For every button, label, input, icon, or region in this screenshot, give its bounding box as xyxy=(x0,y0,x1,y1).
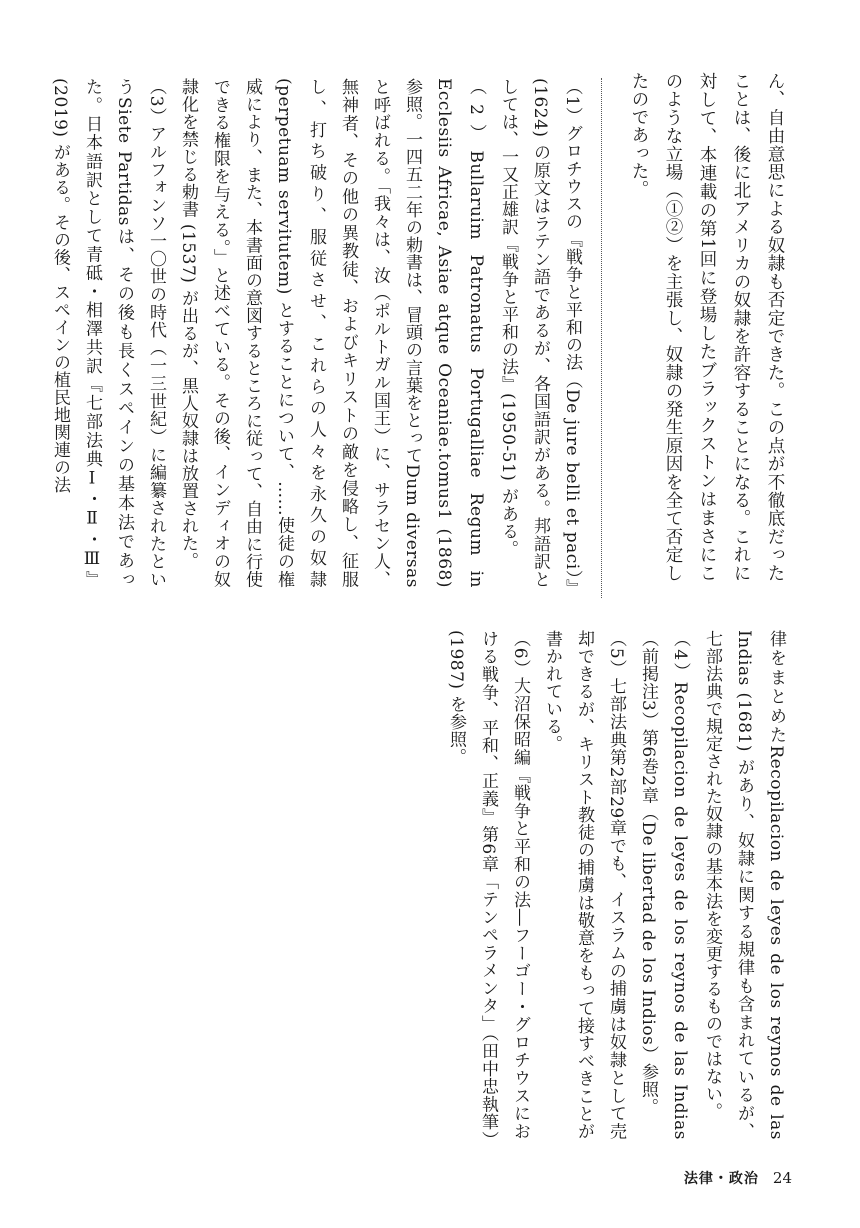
footnote-text: Bullaruim Patronatus Portugalliae Regum in Ecclesiis Africae, Asiae atque Oceaniae.tomus1 (1868) 参照。一四五二年の勅書は、冒頭の言葉をとってDum diversasと呼ばれる。「我々は、汝（ポルトガル国王）に、サラセン人、無神者、その他の異教徒、およびキリストの敵を侵略し、征服し、打ち破り、服従させ、これらの人々を永久の奴隷(perpetuam servitutem) とすることについて、……使徒の権威により、また、本書面の意図するところに従って、自由に行使できる権限を与える。」と述べている。その後、インディオの奴隷化を禁じる勅書 (1537) が出るが、黒人奴隷は放置された。 xyxy=(178,78,486,589)
footnote-number: （2） xyxy=(466,78,486,151)
body-text xyxy=(622,72,792,582)
footnote-4 xyxy=(632,630,696,1140)
body-paragraph: ん、自由意思による奴隷も否定できた。この点が不徹底だったことは、後に北アメリカの奴隷を許容することになる。これに対して、本連載の第1回に登場したブラックストンはまさにこのような立場（①②）を主張し、奴隷の発生原因を全て否定したのであった。 xyxy=(629,72,785,582)
footnote-number: （1） xyxy=(562,78,582,125)
footnote-text: Recopilacion de leyes de los reynos de las Indias（前掲注3）第6巻2章（De libertad de los Indios）参照。 xyxy=(638,630,690,1140)
section-title: 法律・政治 xyxy=(683,1171,759,1187)
footnote-3 xyxy=(44,78,172,588)
footnote-text: 七部法典第2部29章でも、イスラムの捕虜は奴隷として売却できるが、キリスト教徒の捕虜は敬意をもって接すべきことが書かれている。 xyxy=(542,630,626,1140)
footnote-text: 律をまとめたRecopilacion de leyes de los reynos de las Indias (1681) があり、奴隷に関する規律も含まれているが、七部法典で規定された奴隷の基本法を変更するものではない。 xyxy=(702,630,786,1140)
footnote-2 xyxy=(172,78,492,588)
notes-divider xyxy=(601,78,602,598)
page-number: 24 xyxy=(772,1169,792,1187)
footnotes-lower xyxy=(422,630,792,1140)
footnote-number: （6） xyxy=(510,630,530,678)
footnotes-upper xyxy=(50,78,588,589)
footnote-6 xyxy=(440,630,536,1140)
footnote-number: （4） xyxy=(670,630,690,682)
footnote-1 xyxy=(492,78,588,588)
footnote-5 xyxy=(536,630,632,1140)
footnote-3-continued xyxy=(696,630,792,1140)
footnote-text: アルフォンソ一〇世の時代（一三世紀）に編纂されたというSiete Partidasは、その後も長くスペインの基本法であった。日本語訳として青砥・相澤共訳『七部法典Ⅰ・Ⅱ・Ⅲ』(2019) がある。その後、スペインの植民地関連の法 xyxy=(50,78,166,588)
footnote-text: 大沼保昭編『戦争と平和の法―フーゴー・グロチウスにおける戦争、平和、正義』第6章「テンペラメンタ」（田中忠執筆）(1987) を参照。 xyxy=(446,630,530,1140)
footnote-text: グロチウスの『戦争と平和の法（De jure belli et paci）』(1624) の原文はラテン語であるが、各国語訳がある。邦語訳としては、一又正雄訳『戦争と平和の法』(1950-51) がある。 xyxy=(498,78,582,588)
footnote-number: （3） xyxy=(146,78,166,126)
footnote-number: （5） xyxy=(606,630,626,678)
page-footer xyxy=(684,1168,792,1188)
